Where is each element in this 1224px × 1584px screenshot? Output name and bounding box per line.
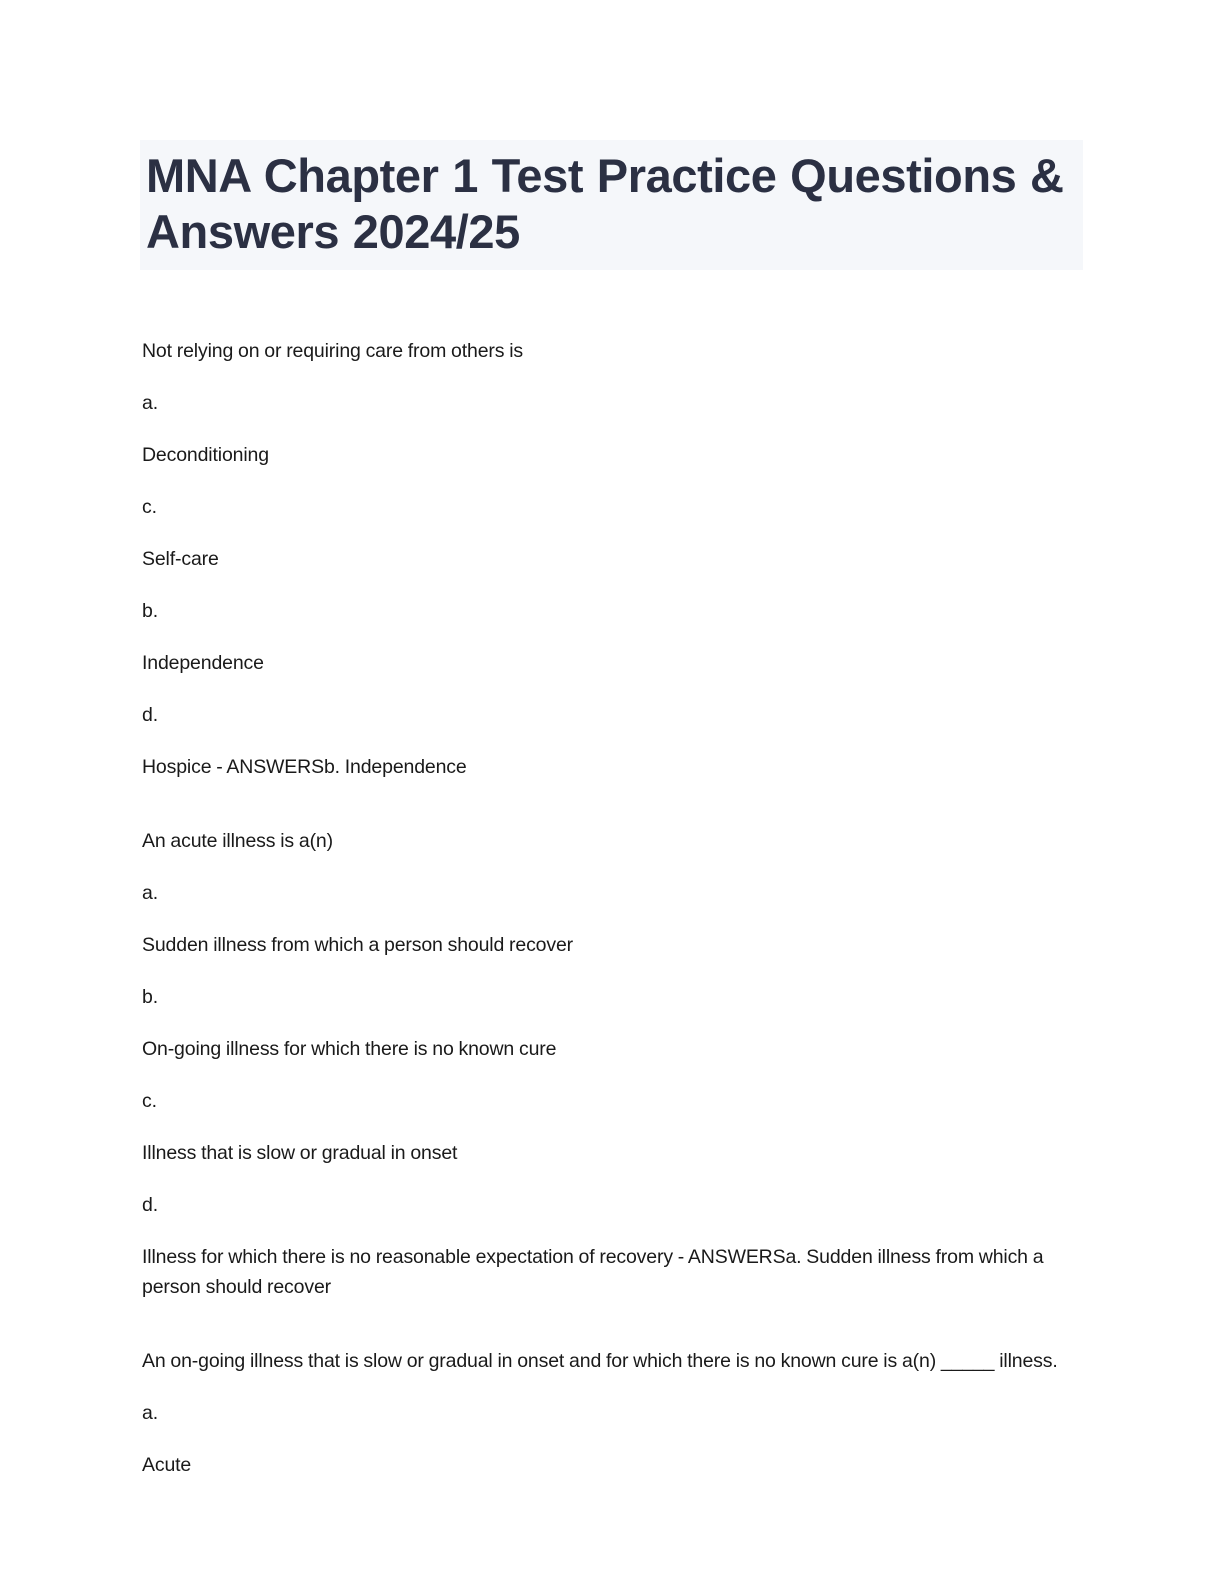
- answer-option: d.: [142, 704, 158, 726]
- document-body: [142, 336, 1062, 1480]
- answer-option: d.: [142, 1194, 158, 1216]
- answer-option: Deconditioning: [142, 444, 269, 466]
- answer-option: c.: [142, 496, 157, 518]
- answer-option: Self-care: [142, 548, 219, 570]
- question-block-2: [142, 826, 1062, 1302]
- answer-option: Illness that is slow or gradual in onset: [142, 1142, 458, 1164]
- answer-option: a.: [142, 882, 158, 904]
- question-separator: [142, 1302, 1062, 1346]
- question-stem: An acute illness is a(n): [142, 830, 333, 852]
- document-title-band: [140, 140, 1083, 270]
- page-title: MNA Chapter 1 Test Practice Questions & Answers 2024/25: [146, 149, 1064, 258]
- question-separator: [142, 782, 1062, 826]
- answer-option: b.: [142, 986, 158, 1008]
- question-stem: An on-going illness that is slow or gradual in onset and for which there is no known cure is a(n) _____ illness.: [142, 1350, 1058, 1372]
- question-block-1: [142, 336, 1062, 782]
- question-stem: Not relying on or requiring care from others is: [142, 340, 523, 362]
- answer-option: Sudden illness from which a person should recover: [142, 934, 573, 956]
- question-block-3: [142, 1346, 1062, 1480]
- answer-option: a.: [142, 392, 158, 414]
- answer-key-line: Illness for which there is no reasonable expectation of recovery - ANSWERSa. Sudden illness from which a person should recover: [142, 1246, 1049, 1298]
- answer-option: b.: [142, 600, 158, 622]
- answer-option: c.: [142, 1090, 157, 1112]
- answer-key-line: Hospice - ANSWERSb. Independence: [142, 756, 467, 778]
- answer-option: a.: [142, 1402, 158, 1424]
- answer-option: Independence: [142, 652, 264, 674]
- answer-option: On-going illness for which there is no known cure: [142, 1038, 557, 1060]
- answer-option: Acute: [142, 1454, 192, 1476]
